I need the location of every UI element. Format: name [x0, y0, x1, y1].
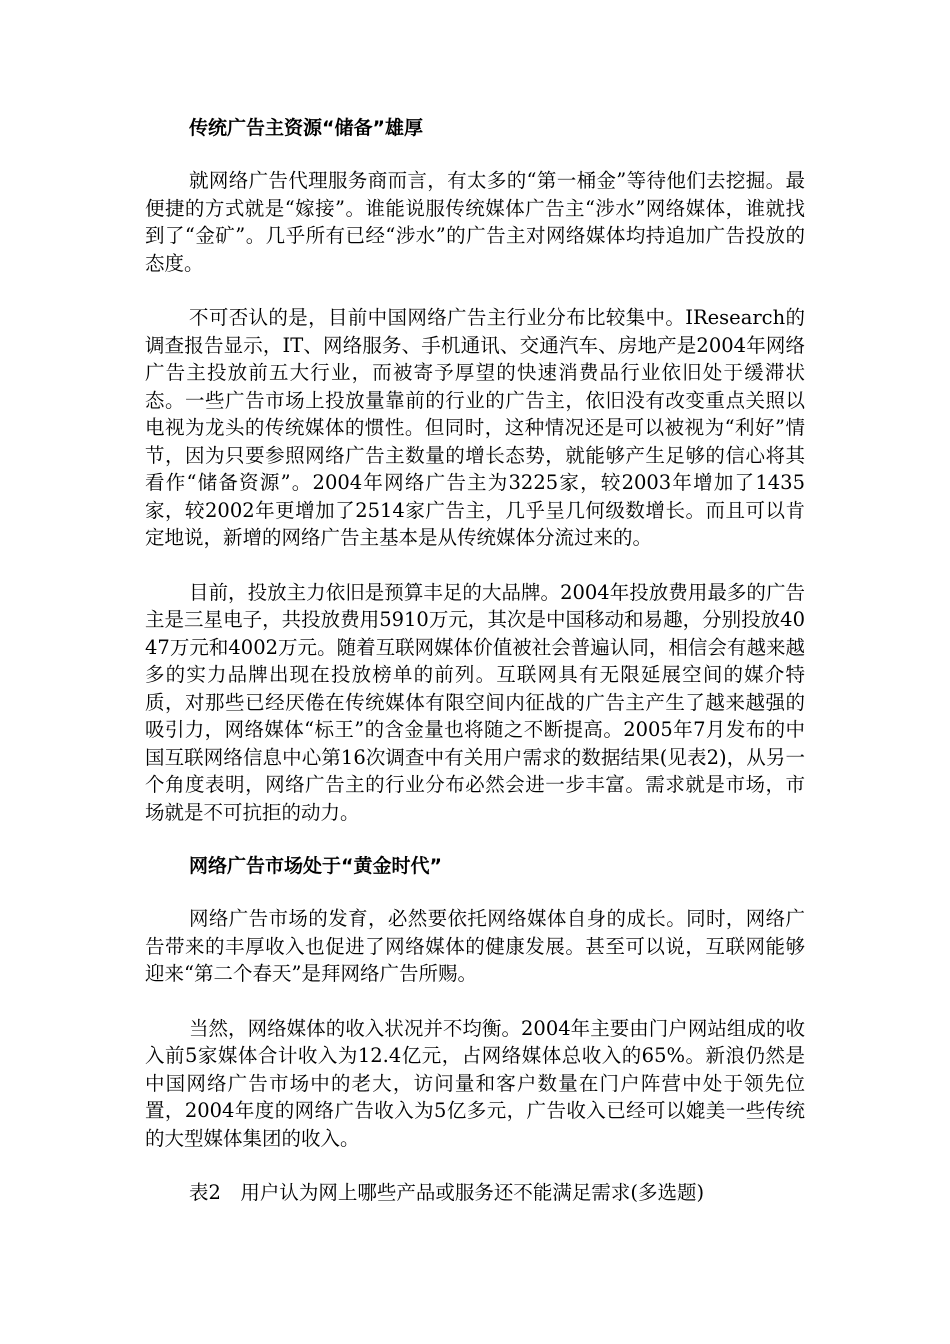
paragraph: 目前，投放主力依旧是预算丰足的大品牌。2004年投放费用最多的广告主是三星电子，共投放费用5910万元，其次是中国移动和易趣，分别投放4047万元和4002万元。随着互联网媒体价值被社会普遍认同，相信会有越来越多的实力品牌出现在投放榜单的前列。互联网具有无限延展空间的媒介特质，对那些已经厌倦在传统媒体有限空间内征战的广告主产生了越来越强的吸引力，网络媒体“标王”的含金量也将随之不断提高。2005年7月发布的中国互联网络信息中心第16次调查中有关用户需求的数据结果(见表2)，从另一个角度表明，网络广告主的行业分布必然会进一步丰富。需求就是市场，市场就是不可抗拒的动力。	[145, 580, 805, 824]
section-heading-golden-age: 网络广告市场处于“黄金时代”	[189, 855, 442, 877]
paragraph: 就网络广告代理服务商而言，有太多的“第一桶金”等待他们去挖掘。最便捷的方式就是“嫁接”。谁能说服传统媒体广告主“涉水”网络媒体，谁就找到了“金矿”。几乎所有已经“涉水”的广告主对网络媒体均持追加广告投放的态度。	[145, 169, 805, 275]
paragraph: 不可否认的是，目前中国网络广告主行业分布比较集中。IResearch的调查报告显示，IT、网络服务、手机通讯、交通汽车、房地产是2004年网络广告主投放前五大行业，而被寄予厚望的快速消费品行业依旧处于缓滞状态。一些广告市场上投放量靠前的行业的广告主，依旧没有改变重点关照以电视为龙头的传统媒体的惯性。但同时，这种情况还是可以被视为“利好”情节，因为只要参照网络广告主数量的增长态势，就能够产生足够的信心将其看作“储备资源”。2004年网络广告主为3225家，较2003年增加了1435家，较2002年更增加了2514家广告主，几乎呈几何级数增长。而且可以肯定地说，新增的网络广告主基本是从传统媒体分流过来的。	[145, 306, 805, 549]
table-caption: 表2 用户认为网上哪些产品或服务还不能满足需求(多选题)	[189, 1181, 705, 1204]
section-heading-traditional-advertisers: 传统广告主资源“储备”雄厚	[189, 117, 423, 139]
paragraph: 当然，网络媒体的收入状况并不均衡。2004年主要由门户网站组成的收入前5家媒体合计收入为12.4亿元，占网络媒体总收入的65%。新浪仍然是中国网络广告市场中的老大，访问量和客户数量在门户阵营中处于领先位置，2004年度的网络广告收入为5亿多元，广告收入已经可以媲美一些传统的大型媒体集团的收入。	[145, 1016, 805, 1150]
document-page	[145, 115, 805, 1207]
paragraph: 网络广告市场的发育，必然要依托网络媒体自身的成长。同时，网络广告带来的丰厚收入也促进了网络媒体的健康发展。甚至可以说，互联网能够迎来“第二个春天”是拜网络广告所赐。	[145, 907, 805, 985]
